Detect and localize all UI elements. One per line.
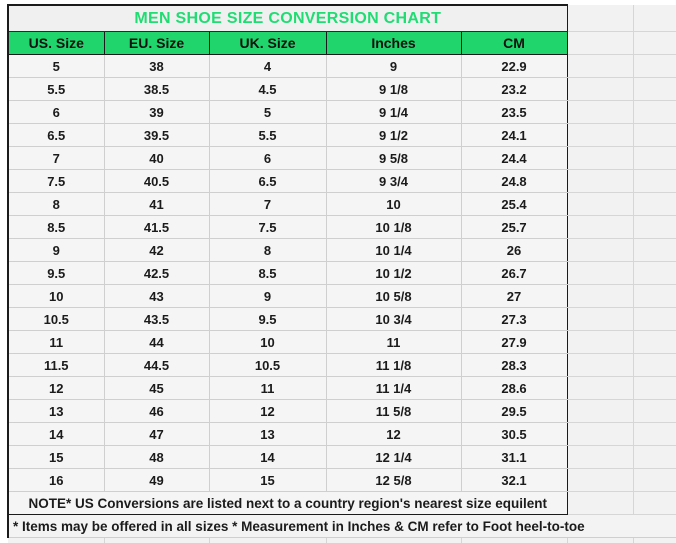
table-cell[interactable]: 14 [8, 423, 104, 446]
table-cell[interactable]: 12 [209, 400, 326, 423]
table-cell[interactable]: 10 3/4 [326, 308, 461, 331]
table-cell[interactable]: 9 1/8 [326, 78, 461, 101]
empty-cell[interactable] [567, 377, 633, 400]
table-row [8, 78, 676, 101]
table-cell[interactable]: 9 1/4 [326, 101, 461, 124]
table-row [8, 400, 676, 423]
table-cell[interactable]: 9.5 [8, 262, 104, 285]
table-cell[interactable]: 44 [104, 331, 209, 354]
title-row [8, 5, 676, 32]
table-cell[interactable]: 16 [8, 469, 104, 492]
table-cell[interactable]: 12 5/8 [326, 469, 461, 492]
empty-cell[interactable] [567, 538, 633, 543]
table-row [8, 377, 676, 400]
table-row [8, 331, 676, 354]
table-row [8, 239, 676, 262]
empty-cell[interactable] [8, 538, 104, 543]
table-cell[interactable]: 43 [104, 285, 209, 308]
table-cell[interactable]: 10.5 [209, 354, 326, 377]
empty-cell[interactable] [567, 78, 633, 101]
empty-cell[interactable] [633, 538, 676, 543]
column-header[interactable]: Inches [326, 32, 461, 55]
empty-cell[interactable] [633, 124, 676, 147]
table-cell[interactable]: 4 [209, 55, 326, 78]
table-cell[interactable]: 7 [8, 147, 104, 170]
empty-cell[interactable] [567, 469, 633, 492]
table-cell[interactable]: 40.5 [104, 170, 209, 193]
table-cell[interactable]: 11.5 [8, 354, 104, 377]
column-header[interactable]: CM [461, 32, 567, 55]
empty-cell[interactable] [633, 32, 676, 55]
empty-cell[interactable] [567, 423, 633, 446]
table-cell[interactable]: 13 [209, 423, 326, 446]
empty-cell[interactable] [567, 193, 633, 216]
empty-cell[interactable] [104, 538, 209, 543]
empty-cell[interactable] [567, 32, 633, 55]
table-cell[interactable]: 15 [8, 446, 104, 469]
table-cell[interactable]: 12 [8, 377, 104, 400]
table-cell[interactable]: 5.5 [8, 78, 104, 101]
empty-cell[interactable] [633, 55, 676, 78]
table-cell[interactable]: 49 [104, 469, 209, 492]
table-cell[interactable]: 9 [8, 239, 104, 262]
table-cell[interactable]: 22.9 [461, 55, 567, 78]
empty-cell[interactable] [567, 285, 633, 308]
table-cell[interactable]: 9.5 [209, 308, 326, 331]
table-cell[interactable]: 11 [326, 331, 461, 354]
table-cell[interactable]: 11 [8, 331, 104, 354]
empty-cell[interactable] [633, 285, 676, 308]
empty-cell[interactable] [567, 446, 633, 469]
table-row [8, 147, 676, 170]
table-cell[interactable]: 11 5/8 [326, 400, 461, 423]
table-cell[interactable]: 8 [209, 239, 326, 262]
table-row [8, 170, 676, 193]
empty-cell[interactable] [567, 400, 633, 423]
note-secondary[interactable] [8, 515, 676, 538]
table-cell[interactable]: 8 [8, 193, 104, 216]
table-cell[interactable]: 10 [8, 285, 104, 308]
empty-cell[interactable] [567, 124, 633, 147]
table-row [8, 55, 676, 78]
empty-cell[interactable] [567, 5, 633, 32]
table-cell[interactable]: 11 1/8 [326, 354, 461, 377]
table-cell[interactable]: 4.5 [209, 78, 326, 101]
empty-cell[interactable] [567, 147, 633, 170]
table-cell[interactable]: 24.1 [461, 124, 567, 147]
table-cell[interactable]: 48 [104, 446, 209, 469]
table-row [8, 124, 676, 147]
table-cell[interactable]: 9 1/2 [326, 124, 461, 147]
empty-cell[interactable] [209, 538, 326, 543]
empty-cell[interactable] [633, 492, 676, 515]
table-cell[interactable]: 40 [104, 147, 209, 170]
table-cell[interactable]: 8.5 [8, 216, 104, 239]
table-cell[interactable]: 46 [104, 400, 209, 423]
empty-cell[interactable] [567, 239, 633, 262]
table-row [8, 354, 676, 377]
table-cell[interactable]: 42 [104, 239, 209, 262]
table-cell[interactable]: 39 [104, 101, 209, 124]
table-cell[interactable]: 27 [461, 285, 567, 308]
note-primary[interactable]: NOTE* US Conversions are listed next to a country region's nearest size equilent [8, 492, 567, 515]
table-cell[interactable]: 43.5 [104, 308, 209, 331]
table-cell[interactable]: 23.5 [461, 101, 567, 124]
table-cell[interactable]: 42.5 [104, 262, 209, 285]
table-cell[interactable]: 13 [8, 400, 104, 423]
table-cell[interactable]: 41 [104, 193, 209, 216]
empty-cell[interactable] [326, 538, 461, 543]
table-cell[interactable]: 9 5/8 [326, 147, 461, 170]
table-cell[interactable]: 10 1/2 [326, 262, 461, 285]
table-cell[interactable]: 38.5 [104, 78, 209, 101]
empty-cell[interactable] [633, 101, 676, 124]
table-cell[interactable]: 7.5 [209, 216, 326, 239]
table-cell[interactable]: 41.5 [104, 216, 209, 239]
table-cell[interactable]: 45 [104, 377, 209, 400]
empty-cell[interactable] [567, 101, 633, 124]
table-row [8, 469, 676, 492]
table-cell[interactable]: 10 1/4 [326, 239, 461, 262]
table-cell[interactable]: 14 [209, 446, 326, 469]
table-cell[interactable]: 8.5 [209, 262, 326, 285]
table-cell[interactable]: 27.9 [461, 331, 567, 354]
empty-cell[interactable] [567, 331, 633, 354]
table-cell[interactable]: 9 3/4 [326, 170, 461, 193]
table-cell[interactable]: 32.1 [461, 469, 567, 492]
table-cell[interactable]: 12 1/4 [326, 446, 461, 469]
empty-cell[interactable] [633, 170, 676, 193]
empty-cell[interactable] [567, 262, 633, 285]
empty-cell[interactable] [567, 55, 633, 78]
empty-cell[interactable] [633, 446, 676, 469]
table-cell[interactable]: 39.5 [104, 124, 209, 147]
table-cell[interactable]: 11 [209, 377, 326, 400]
empty-cell[interactable] [567, 492, 633, 515]
header-row [8, 32, 676, 55]
table-cell[interactable]: 25.4 [461, 193, 567, 216]
table-cell[interactable]: 47 [104, 423, 209, 446]
table-cell[interactable]: 12 [326, 423, 461, 446]
empty-cell[interactable] [567, 216, 633, 239]
table-cell[interactable]: 9 [326, 55, 461, 78]
table-cell[interactable]: 28.3 [461, 354, 567, 377]
column-header[interactable]: US. Size [8, 32, 104, 55]
table-cell[interactable]: 6.5 [8, 124, 104, 147]
shoe-size-conversion-table [7, 4, 676, 543]
table-cell[interactable]: 26.7 [461, 262, 567, 285]
table-cell[interactable]: 9 [209, 285, 326, 308]
note-row-2 [8, 515, 676, 538]
table-cell[interactable]: 27.3 [461, 308, 567, 331]
empty-cell[interactable] [461, 538, 567, 543]
empty-cell[interactable] [633, 262, 676, 285]
table-row [8, 446, 676, 469]
column-header[interactable]: UK. Size [209, 32, 326, 55]
table-cell[interactable]: 6.5 [209, 170, 326, 193]
empty-cell[interactable] [633, 354, 676, 377]
partial-next-row [8, 538, 676, 543]
note-row-1 [8, 492, 676, 515]
table-cell[interactable]: 10 5/8 [326, 285, 461, 308]
note-secondary-text: * Items may be offered in all sizes * Measurement in Inches & CM refer to Foot heel-to-toe [13, 518, 585, 534]
table-cell[interactable]: 7 [209, 193, 326, 216]
empty-cell[interactable] [633, 239, 676, 262]
empty-cell[interactable] [567, 170, 633, 193]
table-cell[interactable]: 24.8 [461, 170, 567, 193]
table-row [8, 423, 676, 446]
table-row [8, 262, 676, 285]
table-cell[interactable]: 5 [209, 101, 326, 124]
empty-cell[interactable] [633, 5, 676, 32]
empty-cell[interactable] [633, 469, 676, 492]
table-cell[interactable]: 6 [8, 101, 104, 124]
table-cell[interactable]: 24.4 [461, 147, 567, 170]
empty-cell[interactable] [633, 216, 676, 239]
empty-cell[interactable] [633, 377, 676, 400]
empty-cell[interactable] [567, 308, 633, 331]
table-cell[interactable]: 28.6 [461, 377, 567, 400]
table-cell[interactable]: 23.2 [461, 78, 567, 101]
table-cell[interactable]: 10.5 [8, 308, 104, 331]
table-cell[interactable]: 29.5 [461, 400, 567, 423]
table-cell[interactable]: 25.7 [461, 216, 567, 239]
empty-cell[interactable] [633, 78, 676, 101]
table-row [8, 308, 676, 331]
empty-cell[interactable] [633, 193, 676, 216]
empty-cell[interactable] [633, 400, 676, 423]
table-cell[interactable]: 10 [209, 331, 326, 354]
table-row [8, 193, 676, 216]
column-header[interactable]: EU. Size [104, 32, 209, 55]
table-cell[interactable]: 11 1/4 [326, 377, 461, 400]
table-cell[interactable]: 5 [8, 55, 104, 78]
table-cell[interactable]: 10 [326, 193, 461, 216]
table-cell[interactable]: 26 [461, 239, 567, 262]
table-cell[interactable]: 5.5 [209, 124, 326, 147]
table-cell[interactable]: 7.5 [8, 170, 104, 193]
table-cell[interactable]: 38 [104, 55, 209, 78]
table-cell[interactable]: 44.5 [104, 354, 209, 377]
empty-cell[interactable] [567, 354, 633, 377]
empty-cell[interactable] [633, 147, 676, 170]
table-row [8, 101, 676, 124]
empty-cell[interactable] [633, 308, 676, 331]
table-cell[interactable]: 15 [209, 469, 326, 492]
table-cell[interactable]: 6 [209, 147, 326, 170]
empty-cell[interactable] [633, 331, 676, 354]
empty-cell[interactable] [633, 423, 676, 446]
table-row [8, 285, 676, 308]
table-row [8, 216, 676, 239]
table-cell[interactable]: 10 1/8 [326, 216, 461, 239]
table-cell[interactable]: 31.1 [461, 446, 567, 469]
chart-title: MEN SHOE SIZE CONVERSION CHART [8, 5, 567, 32]
table-cell[interactable]: 30.5 [461, 423, 567, 446]
